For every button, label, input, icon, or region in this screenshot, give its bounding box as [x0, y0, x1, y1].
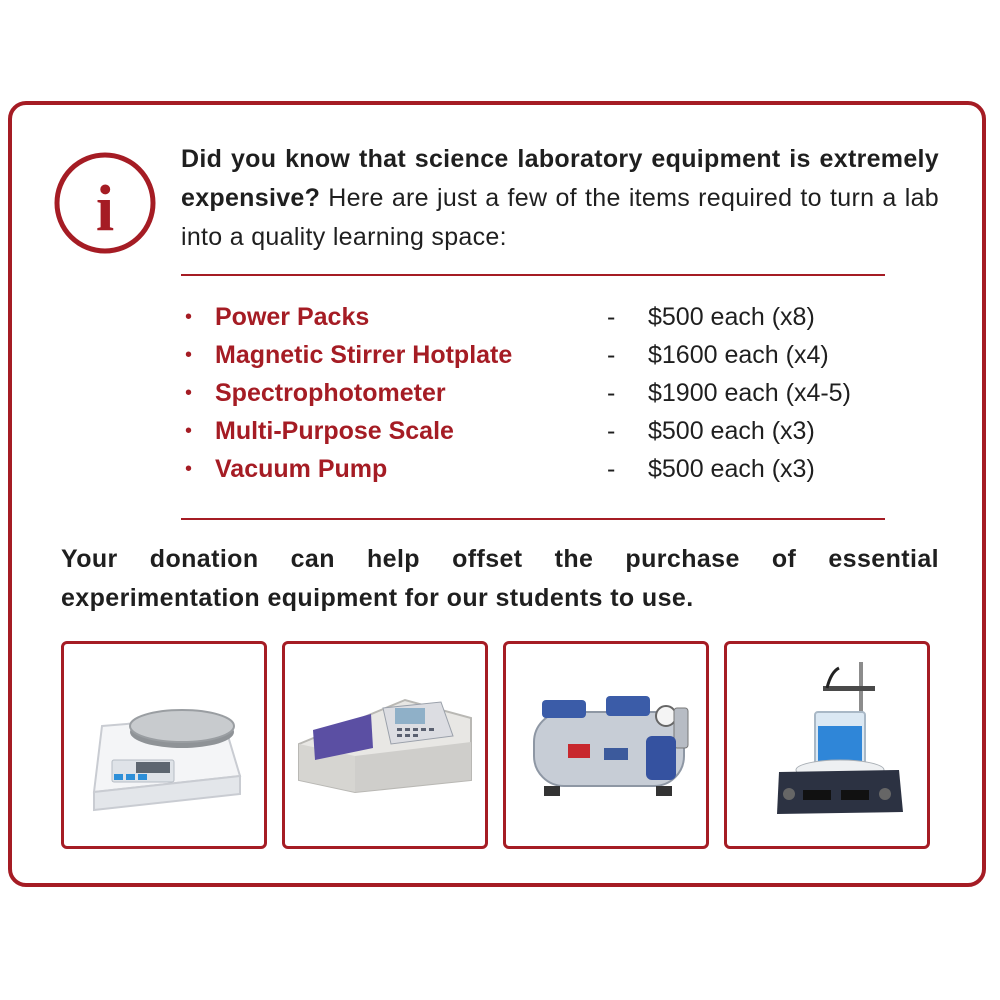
donation-text: Your donation can help offset the purchase of essential experimentation equipment for our students to use.: [61, 545, 939, 612]
item-price: $500 each (x3): [648, 455, 815, 483]
bullet: •: [185, 344, 193, 366]
bullet: •: [185, 420, 193, 442]
spectrophotometer-photo: [282, 641, 488, 849]
intro-bold-text: Did you know that science laboratory equipment is extremely expensive?: [181, 145, 939, 212]
bullet: •: [185, 458, 193, 480]
item-price: $1900 each (x4-5): [648, 379, 851, 407]
item-dash: -: [607, 455, 616, 483]
list-item: [181, 450, 901, 488]
list-item: [181, 298, 901, 336]
list-item: [181, 374, 901, 412]
item-price: $500 each (x3): [648, 417, 815, 445]
item-dash: -: [607, 303, 616, 331]
bottom-divider: [181, 518, 885, 520]
bullet: •: [185, 306, 193, 328]
item-dash: -: [607, 379, 616, 407]
item-dash: -: [607, 417, 616, 445]
item-price: $1600 each (x4): [648, 341, 829, 369]
item-dash: -: [607, 341, 616, 369]
top-divider: [181, 274, 885, 276]
vacuum-pump-photo: [503, 641, 709, 849]
item-price: $500 each (x8): [648, 303, 815, 331]
equipment-list: [181, 298, 901, 488]
item-name: Power Packs: [215, 303, 370, 331]
svg-text:i: i: [95, 172, 115, 245]
stirrer-hotplate-photo: [724, 641, 930, 849]
intro-regular-text: Here are just a few of the items required to turn a lab into a quality learning space:: [181, 184, 939, 251]
list-item: [181, 336, 901, 374]
item-name: Multi-Purpose Scale: [215, 417, 454, 445]
scale-photo: [61, 641, 267, 849]
bullet: •: [185, 382, 193, 404]
item-name: Magnetic Stirrer Hotplate: [215, 341, 513, 369]
info-icon: [52, 150, 158, 256]
item-name: Spectrophotometer: [215, 379, 446, 407]
item-name: Vacuum Pump: [215, 455, 388, 483]
list-item: [181, 412, 901, 450]
intro-paragraph: [181, 140, 939, 257]
